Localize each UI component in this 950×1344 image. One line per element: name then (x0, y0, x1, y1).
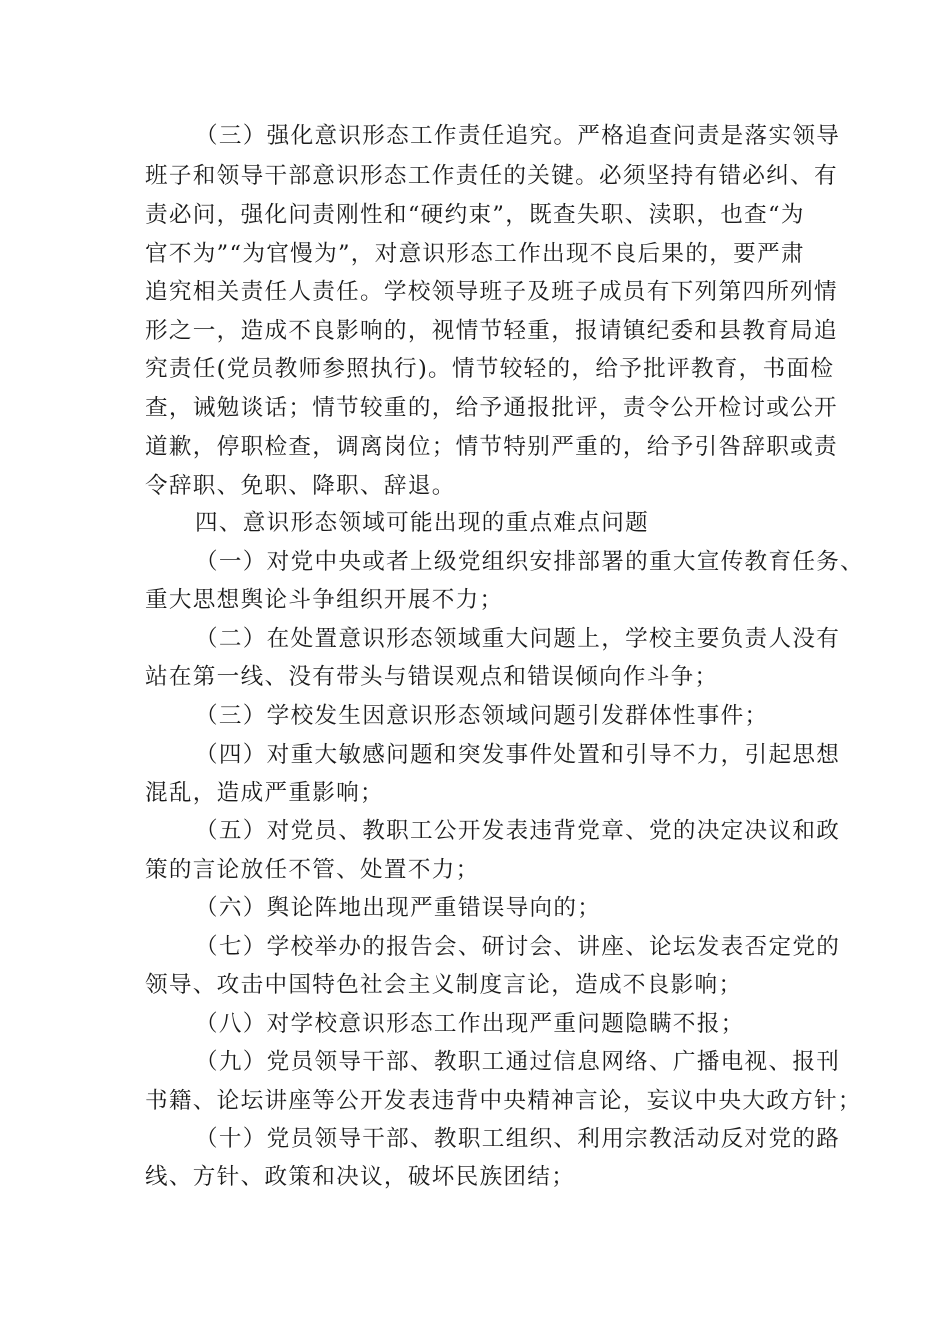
section-heading: 四、意识形态领域可能出现的重点难点问题 (195, 510, 649, 536)
text-line: 查，诫勉谈话；情节较重的，给予通报批评，责令公开检讨或公开 (145, 395, 838, 421)
text-line: （七）学校举办的报告会、研讨会、讲座、论坛发表否定党的 (195, 934, 841, 960)
text-line: 班子和领导干部意识形态工作责任的关键。必须坚持有错必纠、有 (145, 163, 838, 189)
text-line: 混乱，造成严重影响； (145, 780, 384, 806)
text-line: 站在第一线、没有带头与错误观点和错误倾向作斗争； (145, 664, 719, 690)
text-line: 令辞职、免职、降职、辞退。 (145, 473, 456, 499)
text-line: （四）对重大敏感问题和突发事件处置和引导不力，引起思想 (195, 742, 841, 768)
text-line: （三）强化意识形态工作责任追究。严格追查问责是落实领导 (195, 123, 841, 149)
text-line: 官不为”“为官慢为”，对意识形态工作出现不良后果的，要严肃 (145, 241, 805, 267)
text-line: 追究相关责任人责任。学校领导班子及班子成员有下列第四所列情 (145, 279, 838, 305)
text-line: （八）对学校意识形态工作出现严重问题隐瞒不报； (195, 1011, 745, 1037)
text-line: 重大思想舆论斗争组织开展不力； (145, 587, 504, 613)
text-line: （十）党员领导干部、教职工组织、利用宗教活动反对党的路 (195, 1126, 841, 1152)
text-line: （一）对党中央或者上级党组织安排部署的重大宣传教育任务、 (195, 549, 865, 575)
text-line: 责必问，强化问责刚性和“硬约束”，既查失职、渎职，也查“为 (145, 202, 805, 228)
text-line: 策的言论放任不管、处置不力； (145, 857, 480, 883)
text-line: （五）对党员、教职工公开发表违背党章、党的决定决议和政 (195, 818, 841, 844)
text-line: （二）在处置意识形态领域重大问题上，学校主要负责人没有 (195, 626, 841, 652)
text-line: 究责任(党员教师参照执行)。情节较轻的，给予批评教育，书面检 (145, 356, 835, 382)
text-line: 书籍、论坛讲座等公开发表违背中央精神言论，妄议中央大政方针； (145, 1088, 862, 1114)
text-line: 线、方针、政策和决议，破坏民族团结； (145, 1164, 576, 1190)
text-line: 道歉，停职检查，调离岗位；情节特别严重的，给予引咎辞职或责 (145, 434, 838, 460)
text-line: （九）党员领导干部、教职工通过信息网络、广播电视、报刊 (195, 1049, 841, 1075)
text-line: 领导、攻击中国特色社会主义制度言论，造成不良影响； (145, 972, 743, 998)
text-line: 形之一，造成不良影响的，视情节轻重，报请镇纪委和县教育局追 (145, 318, 838, 344)
text-line: （六）舆论阵地出现严重错误导向的； (195, 895, 602, 921)
text-line: （三）学校发生因意识形态领域问题引发群体性事件； (195, 703, 769, 729)
